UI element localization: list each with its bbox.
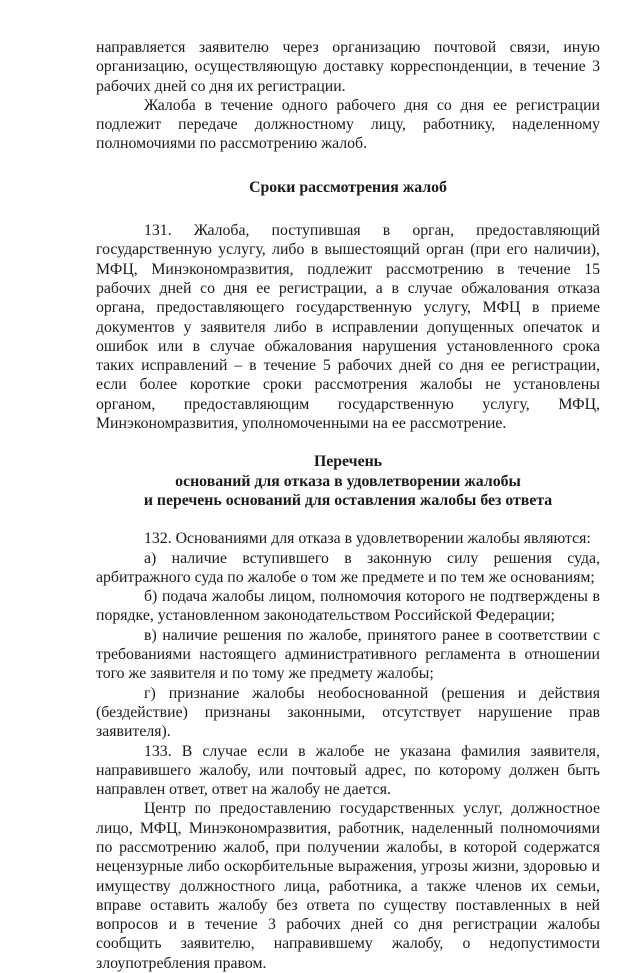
spacer (96, 154, 600, 178)
paragraph-133-center: Центр по предоставлению государственных услуг, должностное лицо, МФЦ, Минэкономразвития, работник, наделенный полномочиями по рассмотрению жалоб, при получении жалобы, в которой содержатся нецензурные либо оскорбительные выражения, угрозы жизни, здоровью и имуществу должностного лица, работника, а также членов их семьи, вправе оставить жалобу без ответа по существу поставленных в ней вопросов и в течение 3 рабочих дней со дня регистрации жалобы сообщить заявителю, направившему жалобу, о недопустимости злоупотребления правом. (96, 800, 600, 972)
paragraph-transfer: Жалоба в течение одного рабочего дня со дня ее регистрации подлежит передаче должностному лицу, работнику, наделенному полномочиями по рассмотрению жалоб. (96, 96, 600, 153)
spacer (96, 510, 600, 529)
heading-list-line3: и перечень оснований для оставления жалобы без ответа (143, 491, 553, 509)
spacer (96, 433, 600, 452)
heading-terms: Сроки рассмотрения жалоб (249, 178, 447, 196)
paragraph-133: 133. В случае если в жалобе не указана фамилия заявителя, направившего жалобу, или почтовый адрес, по которому должен быть направлен ответ, ответ на жалобу не дается. (96, 742, 600, 799)
heading-list-line2: оснований для отказа в удовлетворении жалобы (175, 472, 521, 490)
paragraph-132-d: г) признание жалобы необоснованной (решения и действия (бездействие) признаны законными, отсутствует нарушение прав заявителя). (96, 684, 600, 741)
paragraph-continuation: направляется заявителю через организацию почтовой связи, иную организацию, осуществляющую доставку корреспонденции, в течение 3 рабочих дней со дня их регистрации. (96, 39, 600, 95)
paragraph-132-c: в) наличие решения по жалобе, принятого ранее в соответствии с требованиями настоящего административного регламента в отношении того же заявителя и по тому же предмету жалобы; (96, 626, 600, 683)
heading-list-title: Перечень (313, 453, 383, 471)
paragraph-132-b: б) подача жалобы лицом, полномочия которого не подтверждены в порядке, установленном законодательством Российской Федерации; (96, 588, 600, 625)
spacer (96, 197, 600, 221)
document-body (96, 38, 600, 973)
paragraph-131: 131. Жалоба, поступившая в орган, предоставляющий государственную услугу, либо в вышестоящий орган (при его наличии), МФЦ, Минэкономразвития, подлежит рассмотрению в течение 15 рабочих дней со дня ее регистрации, а в случае обжалования отказа органа, предоставляющего государственную услугу, МФЦ в приеме документов у заявителя либо в исправлении допущенных опечаток и ошибок или в случае обжалования нарушения установленного срока таких исправлений – в течение 5 рабочих дней со дня ее регистрации, если более короткие сроки рассмотрения жалобы не установлены органом, предоставляющим государственную услугу, МФЦ, Минэкономразвития, уполномоченными на ее рассмотрение. (96, 222, 600, 433)
paragraph-132-a: а) наличие вступившего в законную силу решения суда, арбитражного суда по жалобе о том же предмете и по тем же основаниям; (96, 549, 600, 586)
paragraph-132: 132. Основаниями для отказа в удовлетворении жалобы являются: (144, 530, 591, 548)
